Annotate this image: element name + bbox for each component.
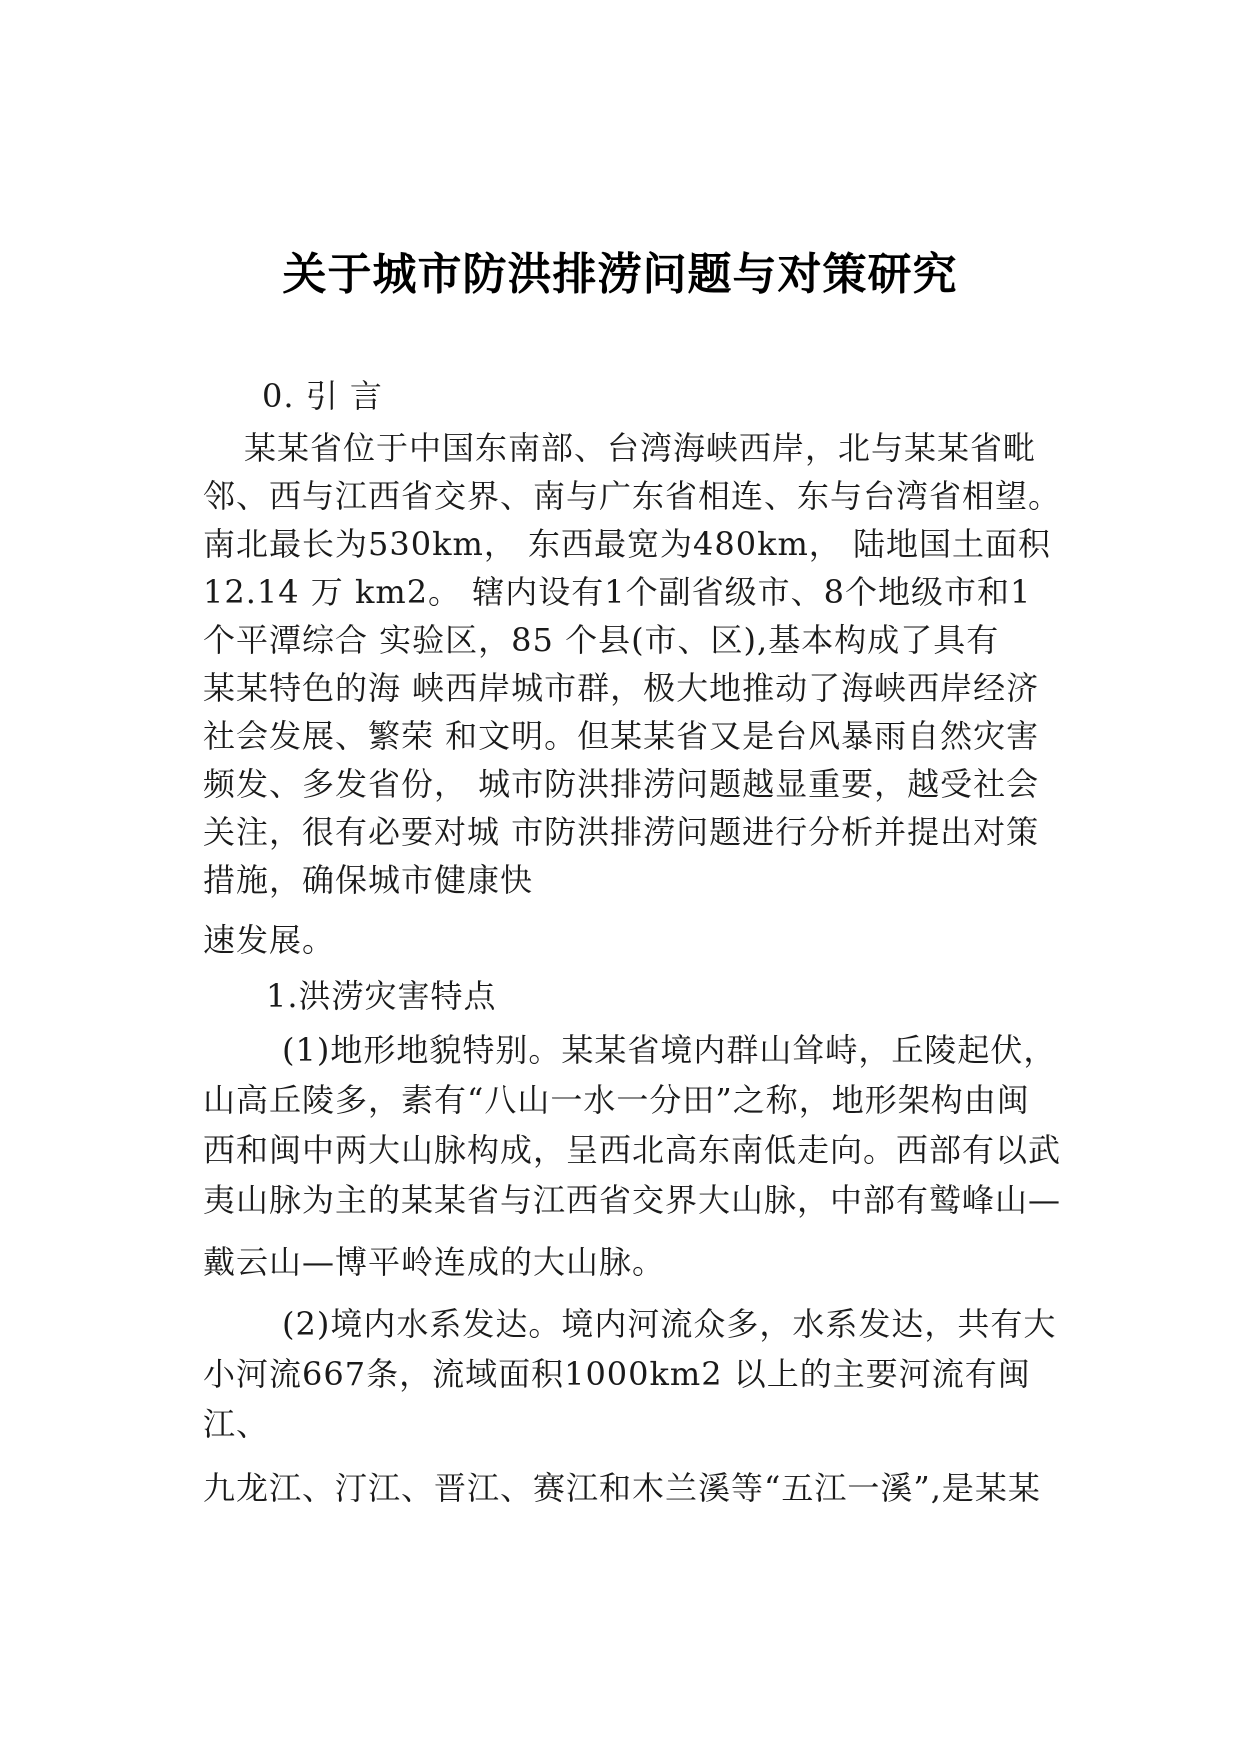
paragraph-line: 速发展。 bbox=[203, 921, 336, 959]
paragraph-line: 西和闽中两大山脉构成，呈西北高东南低走向。西部有以武 bbox=[203, 1131, 1062, 1169]
paragraph-line: 戴云山—博平岭连成的大山脉。 bbox=[203, 1243, 666, 1281]
paragraph-line: 社会发展、繁荣 和文明。但某某省又是台风暴雨自然灾害 bbox=[203, 717, 1040, 755]
document-title: 关于城市防洪排涝问题与对策研究 bbox=[282, 249, 958, 300]
section-heading-introduction: 0. 引 言 bbox=[262, 377, 383, 415]
paragraph-line: 12.14 万 km2。 辖内设有1个副省级市、8个地级市和1 bbox=[203, 573, 1032, 611]
paragraph-line: 九龙江、汀江、晋江、赛江和木兰溪等“五江一溪”,是某某 bbox=[203, 1469, 1041, 1507]
paragraph-line: 邻、西与江西省交界、南与广东省相连、东与台湾省相望。 bbox=[203, 477, 1062, 515]
paragraph-line: 某某特色的海 峡西岸城市群，极大地推动了海峡西岸经济 bbox=[203, 669, 1040, 707]
paragraph-line: 个平潭综合 实验区，85 个县(市、区),基本构成了具有 bbox=[203, 621, 1000, 659]
paragraph-line: 南北最长为530km， 东西最宽为480km， 陆地国土面积 bbox=[203, 525, 1051, 563]
paragraph-line: 小河流667条，流域面积1000km2 以上的主要河流有闽 bbox=[203, 1355, 1031, 1393]
paragraph-line: (2)境内水系发达。境内河流众多，水系发达，共有大 bbox=[282, 1305, 1057, 1343]
section-heading-flood-characteristics: 1.洪涝灾害特点 bbox=[266, 977, 497, 1015]
paragraph-line: 夷山脉为主的某某省与江西省交界大山脉，中部有鹫峰山— bbox=[203, 1181, 1062, 1219]
paragraph-line: 某某省位于中国东南部、台湾海峡西岸，北与某某省毗 bbox=[244, 429, 1037, 467]
paragraph-line: 关注，很有必要对城 市防洪排涝问题进行分析并提出对策 bbox=[203, 813, 1040, 851]
paragraph-line: 措施，确保城市健康快 bbox=[203, 861, 534, 899]
paragraph-line: 江、 bbox=[203, 1405, 270, 1443]
paragraph-line: 频发、多发省份， 城市防洪排涝问题越显重要，越受社会 bbox=[203, 765, 1040, 803]
paragraph-line: (1)地形地貌特别。某某省境内群山耸峙，丘陵起伏， bbox=[282, 1031, 1057, 1069]
paragraph-line: 山高丘陵多，素有“八山一水一分田”之称，地形架构由闽 bbox=[203, 1081, 1030, 1119]
